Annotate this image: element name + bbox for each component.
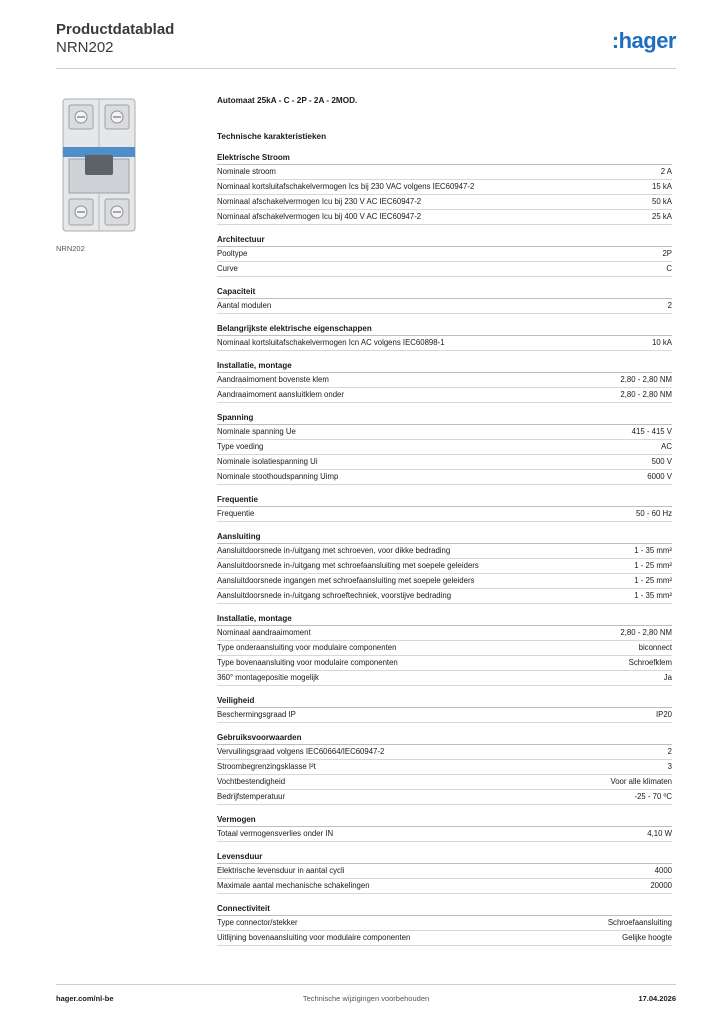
spec-label: Aandraaimoment bovenste klem bbox=[217, 375, 329, 384]
spec-row bbox=[217, 641, 672, 656]
spec-value: -25 - 70 ºC bbox=[634, 792, 672, 801]
spec-group-title: Belangrijkste elektrische eigenschappen bbox=[217, 324, 672, 336]
spec-group-title: Frequentie bbox=[217, 495, 672, 507]
disclaimer: Technische wijzigingen voorbehouden bbox=[302, 994, 430, 1003]
spec-label: Bedrijfstemperatuur bbox=[217, 792, 286, 801]
spec-value: 50 - 60 Hz bbox=[636, 509, 672, 518]
spec-value: 1 - 25 mm² bbox=[634, 561, 672, 570]
spec-row bbox=[217, 864, 672, 879]
spec-row bbox=[217, 544, 672, 559]
spec-group bbox=[217, 696, 672, 723]
spec-row bbox=[217, 745, 672, 760]
spec-label: Totaal vermogensverlies onder IN bbox=[217, 829, 334, 838]
spec-row bbox=[217, 775, 672, 790]
spec-group-title: Architectuur bbox=[217, 235, 672, 247]
spec-label: Aansluitdoorsnede in-/uitgang schroeftechniek, voorstijve bedrading bbox=[217, 591, 452, 600]
spec-group bbox=[217, 361, 672, 403]
spec-row bbox=[217, 574, 672, 589]
spec-value: Ja bbox=[663, 673, 672, 682]
spec-group-title: Vermogen bbox=[217, 815, 672, 827]
spec-label: Type bovenaansluiting voor modulaire componenten bbox=[217, 658, 398, 667]
spec-row bbox=[217, 455, 672, 470]
spec-label: Pooltype bbox=[217, 249, 248, 258]
spec-row bbox=[217, 299, 672, 314]
spec-label: Uitlijning bovenaansluiting voor modulaire componenten bbox=[217, 933, 411, 942]
spec-row bbox=[217, 470, 672, 485]
spec-group-title: Aansluiting bbox=[217, 532, 672, 544]
spec-row bbox=[217, 626, 672, 641]
spec-row bbox=[217, 559, 672, 574]
spec-row bbox=[217, 165, 672, 180]
spec-value: Schroefklem bbox=[628, 658, 672, 667]
spec-row bbox=[217, 656, 672, 671]
spec-value: 500 V bbox=[651, 457, 672, 466]
document-type: Productdatablad bbox=[56, 21, 175, 38]
spec-group-title: Elektrische Stroom bbox=[217, 153, 672, 165]
spec-row bbox=[217, 388, 672, 403]
spec-row bbox=[217, 440, 672, 455]
spec-row bbox=[217, 425, 672, 440]
spec-row bbox=[217, 373, 672, 388]
spec-row bbox=[217, 916, 672, 931]
spec-group bbox=[217, 733, 672, 805]
spec-label: Type onderaansluiting voor modulaire componenten bbox=[217, 643, 397, 652]
spec-value: 15 kA bbox=[652, 182, 672, 191]
spec-label: Beschermingsgraad IP bbox=[217, 710, 296, 719]
spec-label: Vochtbestendigheid bbox=[217, 777, 286, 786]
spec-label: Aansluitdoorsnede in-/uitgang met schroeven, voor dikke bedrading bbox=[217, 546, 451, 555]
spec-group bbox=[217, 815, 672, 842]
spec-group-title: Spanning bbox=[217, 413, 672, 425]
document-date: 17.04.2026 bbox=[638, 994, 676, 1003]
spec-value: biconnect bbox=[638, 643, 672, 652]
spec-group bbox=[217, 614, 672, 686]
spec-label: 360° montagepositie mogelijk bbox=[217, 673, 319, 682]
spec-value: 415 - 415 V bbox=[631, 427, 672, 436]
spec-group bbox=[217, 904, 672, 946]
spec-group-title: Installatie, montage bbox=[217, 614, 672, 626]
spec-group bbox=[217, 852, 672, 894]
spec-label: Vervuilingsgraad volgens IEC60664/IEC60947-2 bbox=[217, 747, 385, 756]
spec-label: Aansluitdoorsnede ingangen met schroefaansluiting met soepele geleiders bbox=[217, 576, 475, 585]
spec-label: Aandraaimoment aansluitklem onder bbox=[217, 390, 344, 399]
section-heading: Technische karakteristieken bbox=[217, 132, 327, 141]
website-link[interactable]: hager.com/nl-be bbox=[56, 994, 114, 1003]
specifications bbox=[217, 96, 672, 956]
spec-label: Nominale stoothoudspanning Uimp bbox=[217, 472, 339, 481]
spec-value: 2 bbox=[667, 301, 672, 310]
spec-value: 2 A bbox=[660, 167, 672, 176]
spec-value: 2P bbox=[662, 249, 672, 258]
spec-group bbox=[217, 153, 672, 225]
spec-value: 2 bbox=[667, 747, 672, 756]
spec-label: Nominale isolatiespanning Ui bbox=[217, 457, 318, 466]
spec-row bbox=[217, 210, 672, 225]
spec-value: 25 kA bbox=[652, 212, 672, 221]
spec-label: Aantal modulen bbox=[217, 301, 272, 310]
spec-label: Nominaal afschakelvermogen Icu bij 400 V AC IEC60947-2 bbox=[217, 212, 422, 221]
spec-label: Type voeding bbox=[217, 442, 264, 451]
spec-row bbox=[217, 195, 672, 210]
spec-group bbox=[217, 413, 672, 485]
spec-group-title: Veiligheid bbox=[217, 696, 672, 708]
spec-label: Curve bbox=[217, 264, 238, 273]
image-caption: NRN202 bbox=[56, 244, 85, 253]
spec-row bbox=[217, 507, 672, 522]
spec-value: 1 - 35 mm² bbox=[634, 546, 672, 555]
spec-group bbox=[217, 324, 672, 351]
spec-label: Nominaal aandraaimoment bbox=[217, 628, 311, 637]
hager-logo: :hager bbox=[611, 28, 676, 53]
spec-value: 4000 bbox=[654, 866, 672, 875]
spec-group-title: Connectiviteit bbox=[217, 904, 672, 916]
spec-row bbox=[217, 180, 672, 195]
spec-row bbox=[217, 827, 672, 842]
document-header bbox=[56, 21, 676, 69]
spec-value: AC bbox=[661, 442, 672, 451]
spec-row bbox=[217, 708, 672, 723]
spec-label: Nominale stroom bbox=[217, 167, 276, 176]
product-code: NRN202 bbox=[56, 39, 114, 56]
spec-value: 50 kA bbox=[652, 197, 672, 206]
header-divider bbox=[56, 68, 676, 69]
spec-group-title: Installatie, montage bbox=[217, 361, 672, 373]
spec-value: 3 bbox=[667, 762, 672, 771]
spec-row bbox=[217, 790, 672, 805]
spec-group bbox=[217, 235, 672, 277]
spec-value: IP20 bbox=[655, 710, 672, 719]
spec-group bbox=[217, 287, 672, 314]
spec-value: Voor alle klimaten bbox=[610, 777, 672, 786]
footer-divider bbox=[56, 984, 676, 985]
spec-label: Nominaal kortsluitafschakelvermogen Icn AC volgens IEC60898-1 bbox=[217, 338, 445, 347]
spec-label: Aansluitdoorsnede in-/uitgang met schroefaansluiting met soepele geleiders bbox=[217, 561, 479, 570]
spec-row bbox=[217, 589, 672, 604]
spec-row bbox=[217, 262, 672, 277]
spec-row bbox=[217, 760, 672, 775]
spec-group-title: Gebruiksvoorwaarden bbox=[217, 733, 672, 745]
spec-label: Maximale aantal mechanische schakelingen bbox=[217, 881, 370, 890]
spec-row bbox=[217, 671, 672, 686]
product-title: Automaat 25kA - C - 2P - 2A - 2MOD. bbox=[217, 96, 358, 105]
spec-group bbox=[217, 495, 672, 522]
spec-value: Schroefaansluiting bbox=[607, 918, 672, 927]
spec-value: 1 - 25 mm² bbox=[634, 576, 672, 585]
spec-label: Type connector/stekker bbox=[217, 918, 298, 927]
spec-value: 10 kA bbox=[652, 338, 672, 347]
spec-group bbox=[217, 532, 672, 604]
spec-value: 6000 V bbox=[647, 472, 672, 481]
spec-value: 2,80 - 2,80 NM bbox=[620, 390, 672, 399]
spec-value: 2,80 - 2,80 NM bbox=[620, 375, 672, 384]
spec-row bbox=[217, 931, 672, 946]
spec-group-title: Levensduur bbox=[217, 852, 672, 864]
spec-value: Gelijke hoogte bbox=[622, 933, 672, 942]
spec-value: 4,10 W bbox=[647, 829, 672, 838]
spec-row bbox=[217, 247, 672, 262]
spec-label: Nominaal kortsluitafschakelvermogen Ics bij 230 VAC volgens IEC60947-2 bbox=[217, 182, 475, 191]
spec-row bbox=[217, 336, 672, 351]
product-image bbox=[57, 95, 141, 235]
spec-value: 2,80 - 2,80 NM bbox=[620, 628, 672, 637]
spec-label: Elektrische levensduur in aantal cycli bbox=[217, 866, 345, 875]
spec-label: Nominaal afschakelvermogen Icu bij 230 V AC IEC60947-2 bbox=[217, 197, 422, 206]
spec-value: 20000 bbox=[650, 881, 672, 890]
spec-row bbox=[217, 879, 672, 894]
spec-label: Stroombegrenzingsklasse I²t bbox=[217, 762, 316, 771]
spec-value: 1 - 35 mm² bbox=[634, 591, 672, 600]
spec-groups bbox=[217, 153, 672, 946]
spec-label: Nominale spanning Ue bbox=[217, 427, 296, 436]
spec-group-title: Capaciteit bbox=[217, 287, 672, 299]
spec-label: Frequentie bbox=[217, 509, 255, 518]
spec-value: C bbox=[666, 264, 672, 273]
